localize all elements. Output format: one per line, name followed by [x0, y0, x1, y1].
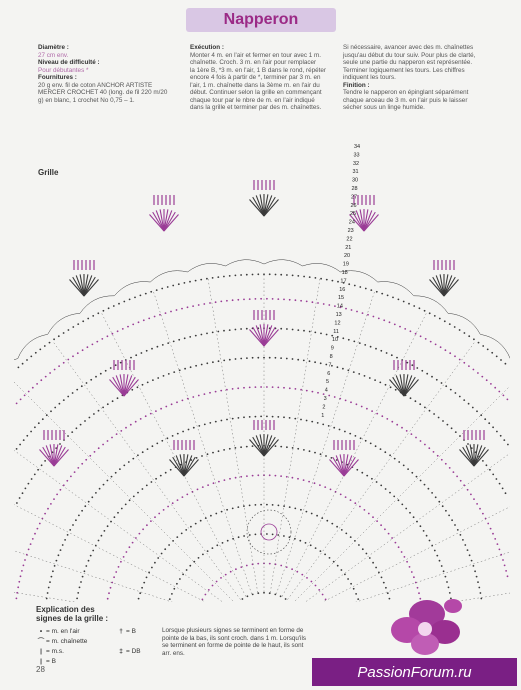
round-number: 18: [341, 270, 348, 276]
round-number: 6: [327, 370, 331, 377]
execution-column: [190, 44, 338, 112]
round-number: 34: [354, 144, 361, 150]
round-number: 1: [321, 412, 325, 419]
grille-label: Grille: [38, 168, 59, 177]
round-number: 4: [324, 387, 328, 394]
execution-line: chaque tour par le nbre de m. en l'air indiqué: [190, 96, 315, 104]
round-number: 3: [323, 396, 327, 402]
round-number: 25: [350, 211, 357, 218]
chart-pattern: [14, 177, 510, 602]
finition-label: Finition :: [343, 81, 370, 89]
legend-symbol: |: [40, 648, 42, 655]
legend-text: = m. en l'air: [46, 628, 80, 635]
crochet-chart: [14, 132, 510, 602]
round-number: 12: [334, 320, 341, 327]
execution-line: Monter 4 m. en l'air et fermer en tour avec 1 m.: [190, 51, 322, 59]
execution-line: dans la grille et terminer par des m. chaînettes.: [190, 104, 322, 111]
fournitures-label: Fournitures :: [38, 74, 77, 81]
fournitures-line: g) en blanc, 1 crochet No 0,75 – 1.: [38, 96, 135, 104]
finition-line: chaque arceau de 3 m. en l'air puis le laisser: [343, 96, 468, 104]
execution-line: la 1ère B, *3 m. en l'air, 1 B dans le rond, répéter: [190, 66, 326, 74]
round-number: 9: [330, 345, 334, 352]
execution-line: chaînette. Croch. 3 m. en l'air pour remplacer: [190, 59, 317, 66]
fournitures-line: MERCER CROCHET 40 (long. de fil 220 m/20: [38, 89, 168, 96]
execution-line: encore 4 fois à partir de *, terminer par 3 m. en: [190, 74, 321, 81]
round-number: 27: [351, 194, 358, 201]
legend-note-line: pointe de la bas, ils sont croch. dans 1 m. Lorsqu'ils: [162, 634, 307, 642]
legend-list-2: [116, 627, 141, 657]
round-number: 13: [335, 312, 342, 318]
round-number: 8: [329, 354, 333, 360]
legend-note-line: arr. ens.: [162, 649, 185, 657]
page-title: Napperon: [223, 11, 299, 28]
legend-item: [36, 637, 87, 647]
round-number: 19: [342, 261, 349, 268]
notes-line: seule une partie du napperon est représentée.: [343, 59, 473, 66]
round-number: 2: [322, 404, 326, 411]
page-number: 28: [36, 665, 45, 674]
specs-column: [38, 44, 168, 104]
watermark-banner: [312, 658, 517, 686]
notes-line: Si nécessaire, avancer avec des m. chaînettes: [343, 44, 474, 51]
diametre-value: 27 cm env.: [38, 51, 69, 59]
notes-column: [343, 44, 493, 112]
legend-symbol: †: [119, 628, 123, 635]
diametre-label: Diamètre :: [38, 44, 69, 51]
notes-line: jusqu'au début du tour suiv. Pour plus de clarté,: [343, 51, 476, 59]
round-number: 7: [328, 362, 332, 369]
execution-label: Exécution :: [190, 44, 224, 51]
execution-line: l'air, 1 m. chaînette dans la 3ème m. en l'air du: [190, 81, 320, 89]
legend-item: [36, 647, 87, 657]
round-number: 23: [347, 228, 354, 234]
watermark-text: PassionForum.ru: [357, 663, 472, 681]
round-number: 15: [338, 295, 345, 302]
legend-item: [36, 627, 87, 637]
round-number: 11: [333, 328, 339, 335]
legend-text: = B: [46, 658, 56, 665]
round-number: 26: [350, 202, 357, 209]
legend-title-line: signes de la grille :: [36, 614, 109, 623]
round-number: 14: [336, 303, 343, 310]
legend-note: [162, 627, 340, 657]
round-number: 33: [353, 152, 360, 159]
legend-title-line: Explication des: [36, 605, 95, 614]
niveau-value: Pour débutantes *: [38, 66, 89, 74]
execution-line: début. Continuer selon la grille en commençant: [190, 89, 322, 96]
round-number: 28: [351, 186, 358, 192]
fournitures-line: 20 g env. fil de coton ANCHOR ARTISTE: [38, 81, 153, 89]
legend-text: = DB: [126, 648, 141, 655]
finition-line: Tendre le napperon en épinglant séparément: [343, 89, 469, 96]
notes-line: indiquent les tours.: [343, 74, 396, 81]
round-number: 10: [332, 337, 339, 344]
legend-item: [116, 627, 141, 637]
legend-symbol: ⌒: [37, 638, 45, 645]
round-number: 21: [345, 244, 352, 251]
round-number: 32: [353, 160, 360, 167]
legend-title: [36, 605, 108, 623]
niveau-label: Niveau de difficulté :: [38, 59, 100, 66]
round-number: 20: [344, 253, 351, 260]
legend-symbol: |: [40, 658, 42, 665]
round-number: 24: [348, 219, 355, 226]
legend-symbol: •: [39, 628, 43, 635]
round-number: 22: [346, 236, 353, 243]
title-banner: [186, 8, 336, 32]
legend-text: = B: [126, 628, 136, 635]
round-number: 30: [352, 177, 359, 184]
round-number-labels: [321, 144, 360, 419]
round-number: 5: [326, 379, 330, 386]
finition-line: sécher sous un linge humide.: [343, 104, 425, 111]
round-number: 31: [352, 169, 359, 176]
round-number: 16: [339, 286, 346, 293]
round-number: 17: [340, 278, 347, 285]
legend-note-line: Lorsque plusieurs signes se terminent en forme de: [162, 627, 304, 634]
legend-text: = m.s.: [46, 648, 64, 655]
legend-list: [36, 627, 87, 667]
orchid-flower-image: [385, 592, 465, 662]
legend-note-line: se terminent en forme de pointe de le haut, ils sont: [162, 642, 304, 649]
legend-symbol: ‡: [119, 648, 123, 655]
legend-item: [116, 647, 141, 657]
legend-text: = m. chaînette: [46, 638, 88, 645]
notes-line: Terminer logiquement les tours. Les chiffres: [343, 66, 465, 74]
